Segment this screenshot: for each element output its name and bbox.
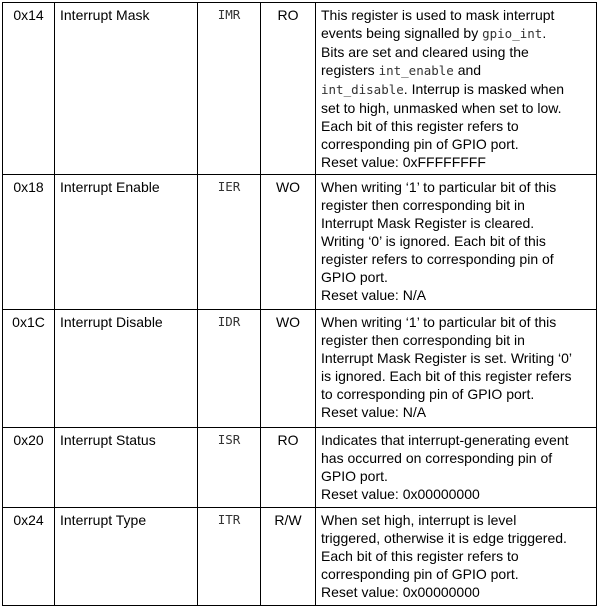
description-line: set to high, unmasked when set to low. — [321, 100, 562, 116]
table-row — [3, 508, 597, 606]
register-table — [2, 2, 597, 606]
reset-value: Reset value: N/A — [321, 404, 427, 420]
register-name: Interrupt Type — [55, 508, 198, 606]
description-line: register then corresponding bit in — [321, 332, 525, 348]
description-line: Each bit of this register refers to — [321, 118, 519, 134]
description-text: events being signalled by — [321, 25, 483, 41]
register-access: WO — [261, 310, 316, 428]
description-line: Writing ‘0’ is ignored. Each bit of this — [321, 233, 546, 249]
table-row — [3, 428, 597, 508]
register-abbreviation: ISR — [198, 428, 261, 508]
description-line — [321, 61, 591, 80]
description-line: Interrupt Mask Register is cleared. — [321, 215, 535, 231]
signal-name: gpio_int — [482, 26, 543, 41]
register-access: RO — [261, 428, 316, 508]
description-line — [321, 24, 591, 43]
register-description — [316, 310, 597, 428]
register-name: Interrupt Enable — [55, 175, 198, 310]
register-name: Interrupt Disable — [55, 310, 198, 428]
description-text: . — [542, 25, 547, 41]
description-line: Indicates that interrupt-generating event — [321, 432, 569, 448]
register-offset: 0x20 — [3, 428, 55, 508]
description-text: . Interrup is masked when — [403, 81, 565, 97]
register-abbreviation: IER — [198, 175, 261, 310]
table-row — [3, 310, 597, 428]
description-line: Interrupt Mask Register is set. Writing ‘0’ — [321, 350, 573, 366]
register-reference: int_enable — [378, 63, 454, 78]
register-description — [316, 3, 597, 175]
reset-value: Reset value: N/A — [321, 287, 427, 303]
reset-value: Reset value: 0x00000000 — [321, 584, 480, 600]
description-line: When writing ‘1’ to particular bit of this — [321, 179, 557, 195]
register-access: WO — [261, 175, 316, 310]
description-line: corresponding pin of GPIO port. — [321, 136, 519, 152]
register-access: RO — [261, 3, 316, 175]
register-name: Interrupt Mask — [55, 3, 198, 175]
register-offset: 0x18 — [3, 175, 55, 310]
register-description — [316, 508, 597, 606]
reset-value: Reset value: 0xFFFFFFFF — [321, 154, 486, 170]
description-line: triggered, otherwise it is edge triggered. — [321, 530, 567, 546]
table-row — [3, 3, 597, 175]
description-line: has occurred on corresponding pin of — [321, 450, 553, 466]
description-line: register refers to corresponding pin of — [321, 251, 554, 267]
description-line: When writing ‘1’ to particular bit of this — [321, 314, 557, 330]
register-offset: 0x24 — [3, 508, 55, 606]
description-line — [321, 80, 591, 99]
description-text: registers — [321, 62, 379, 78]
register-abbreviation: IDR — [198, 310, 261, 428]
register-access: R/W — [261, 508, 316, 606]
register-name: Interrupt Status — [55, 428, 198, 508]
description-text: and — [453, 62, 482, 78]
description-line: GPIO port. — [321, 468, 388, 484]
register-abbreviation: ITR — [198, 508, 261, 606]
register-reference: int_disable — [321, 82, 404, 97]
description-line: This register is used to mask interrupt — [321, 7, 555, 23]
register-offset: 0x1C — [3, 310, 55, 428]
register-abbreviation: IMR — [198, 3, 261, 175]
register-offset: 0x14 — [3, 3, 55, 175]
description-line: to corresponding pin of GPIO port. — [321, 386, 535, 402]
description-line: Bits are set and cleared using the — [321, 44, 529, 60]
register-description — [316, 428, 597, 508]
register-description — [316, 175, 597, 310]
reset-value: Reset value: 0x00000000 — [321, 486, 480, 502]
description-line: register then corresponding bit in — [321, 197, 525, 213]
table-row — [3, 175, 597, 310]
description-line: Each bit of this register refers to — [321, 548, 519, 564]
description-line: When set high, interrupt is level — [321, 512, 517, 528]
description-line: corresponding pin of GPIO port. — [321, 566, 519, 582]
description-line: is ignored. Each bit of this register refers — [321, 368, 572, 384]
description-line: GPIO port. — [321, 269, 388, 285]
